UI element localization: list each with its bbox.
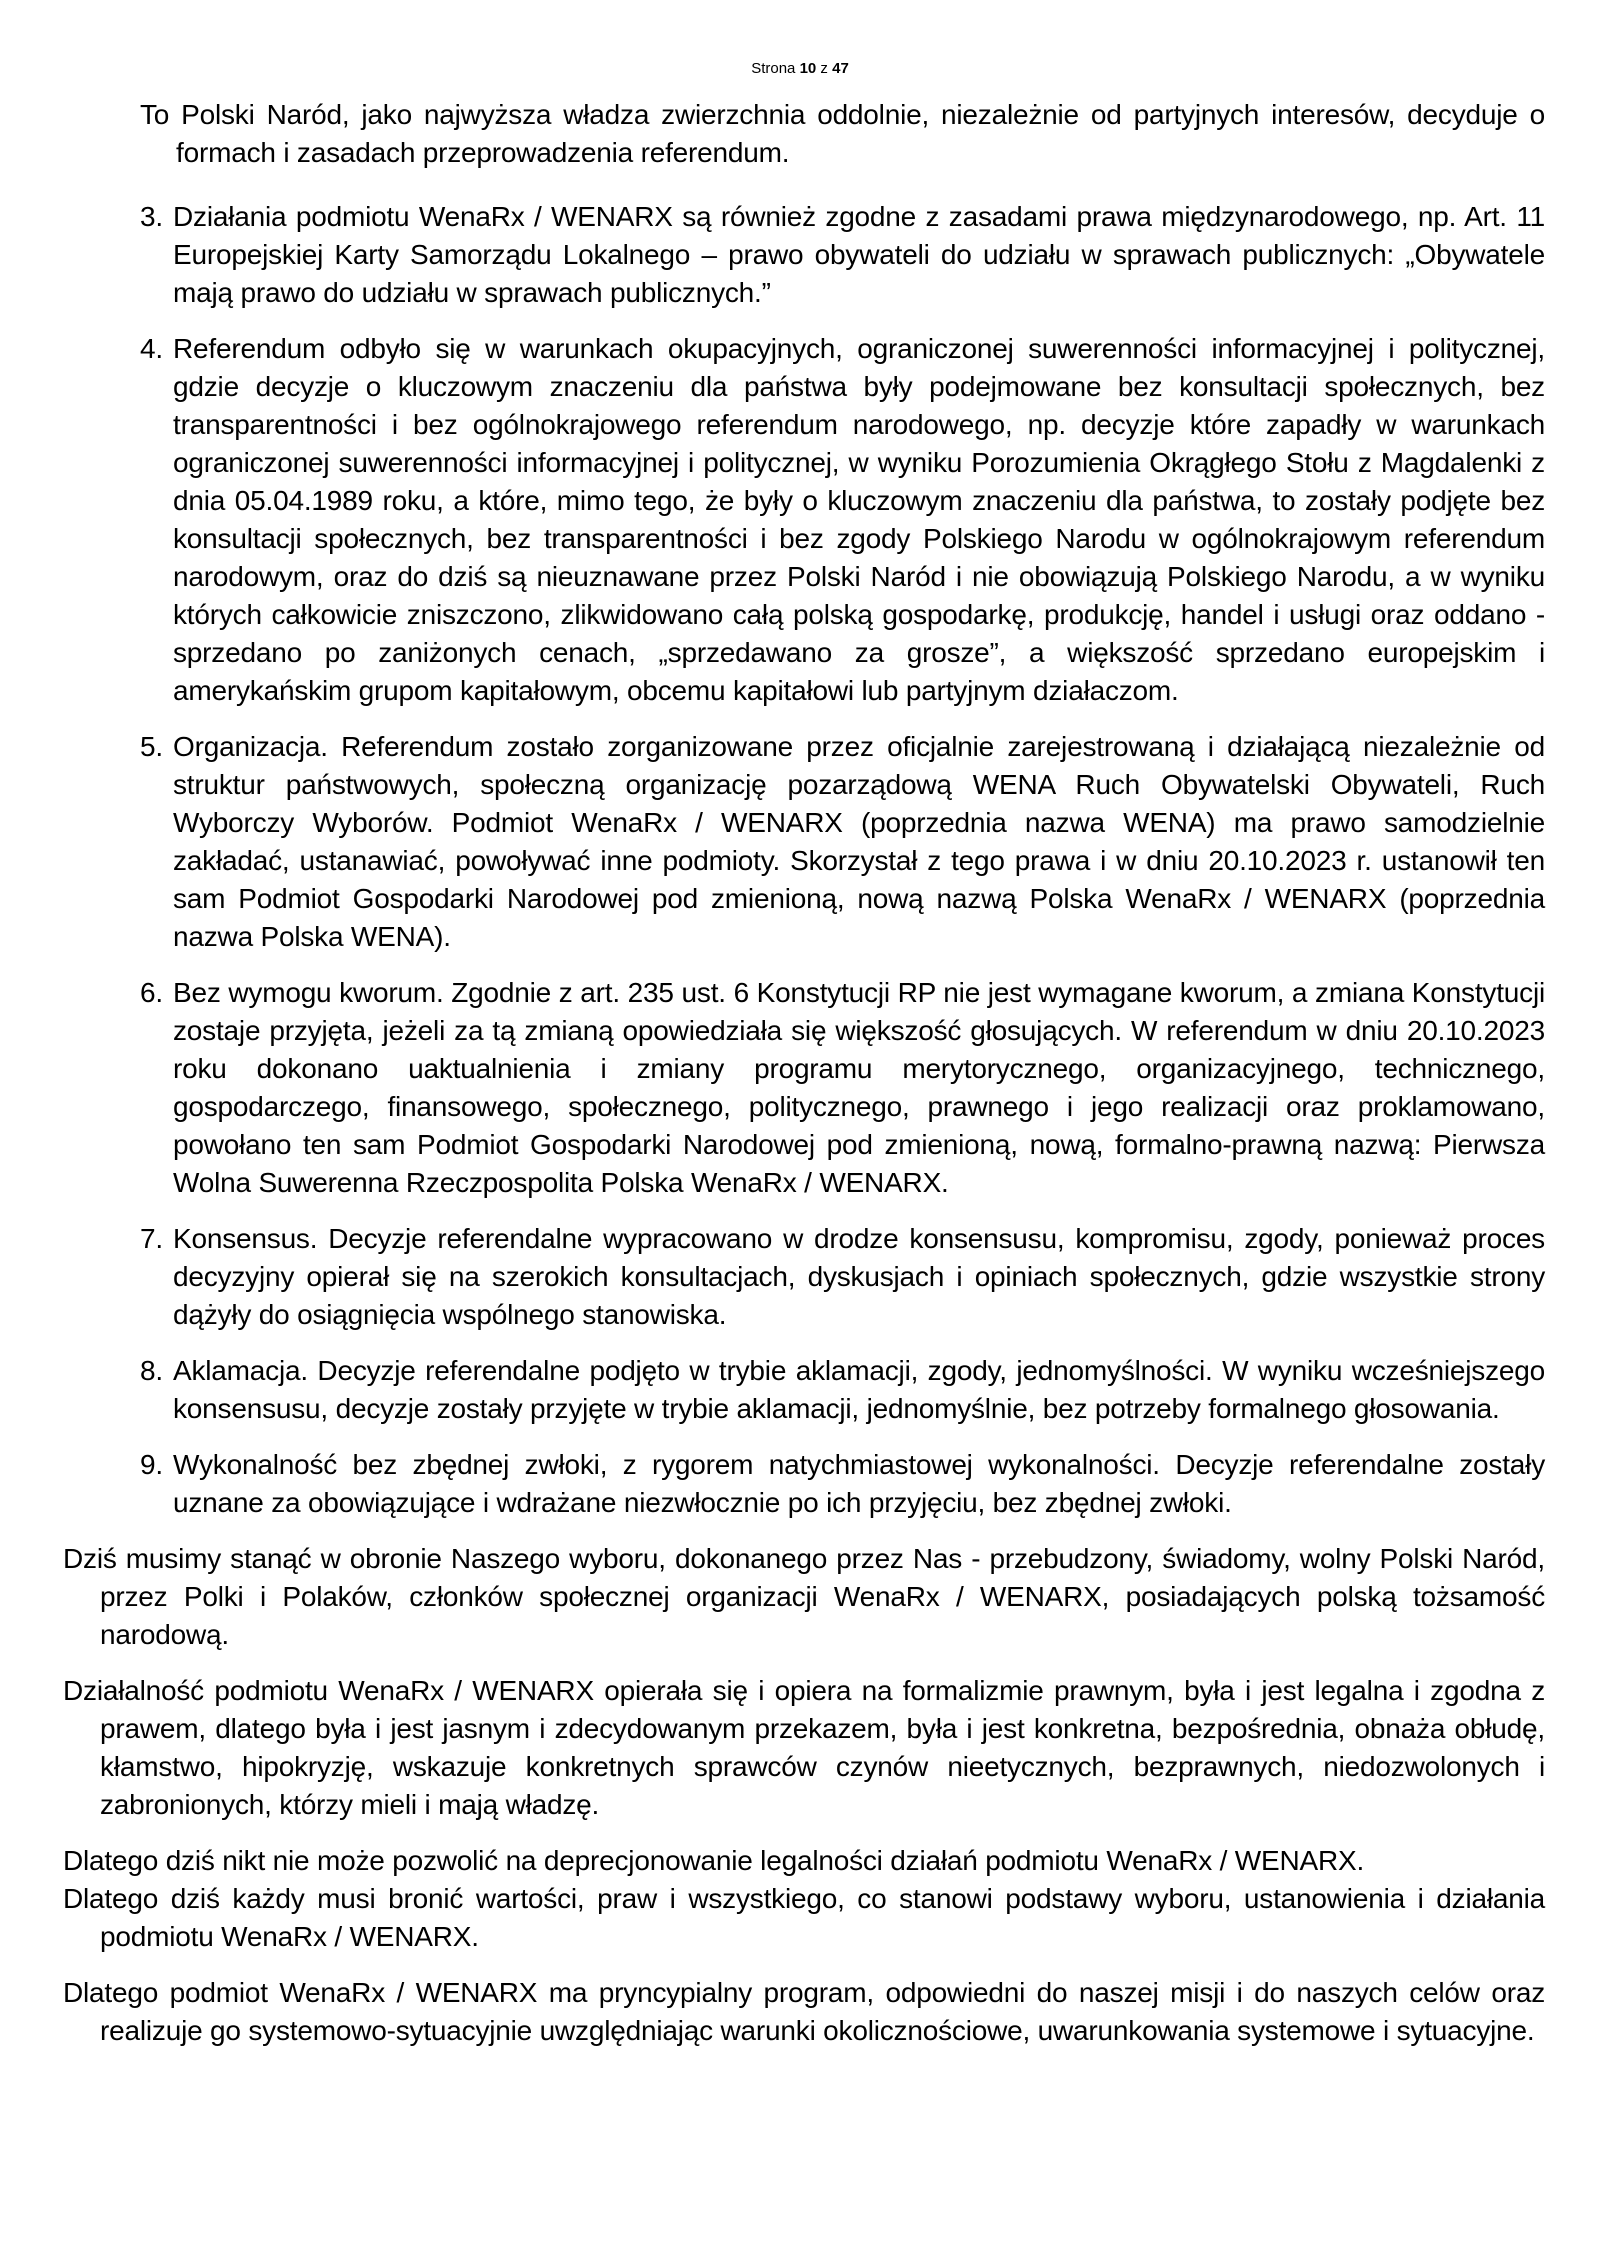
list-item-text: Aklamacja. Decyzje referendalne podjęto w trybie aklamacji, zgody, jednomyślności. W wyniku wcześniejszego konsensusu, decyzje zostały przyjęte w trybie aklamacji, jednomyślnie, bez potrzeby formalnego głosowania.	[173, 1355, 1545, 1424]
list-item-7	[63, 1220, 1545, 1334]
list-item-number: 4.	[140, 333, 163, 364]
intro-paragraph: To Polski Naród, jako najwyższa władza zwierzchnia oddolnie, niezależnie od partyjnych interesów, decyduje o formach i zasadach przeprowadzenia referendum.	[140, 99, 1545, 168]
paragraph-dzis-musimy: Dziś musimy stanąć w obronie Naszego wyboru, dokonanego przez Nas - przebudzony, świadomy, wolny Polski Naród, przez Polki i Polaków, członków społecznej organizacji WenaRx / WENARX, posiadających polską tożsamość narodową.	[63, 1543, 1545, 1650]
page-separator: z	[816, 60, 833, 77]
list-item-number: 3.	[140, 201, 163, 232]
page-number-header	[0, 60, 1600, 78]
list-item-text: Wykonalność bez zbędnej zwłoki, z rygorem natychmiastowej wykonalności. Decyzje referendalne zostały uznane za obowiązujące i wdrażane niezwłocznie po ich przyjęciu, bez zbędnej zwłoki.	[173, 1449, 1545, 1518]
list-item-6	[63, 974, 1545, 1202]
list-item-number: 9.	[140, 1449, 163, 1480]
list-item-text: Organizacja. Referendum zostało zorganizowane przez oficjalnie zarejestrowaną i działającą niezależnie od struktur państwowych, społeczną organizację pozarządową WENA Ruch Obywatelski Obywateli, Ruch Wyborczy Wyborów. Podmiot WenaRx / WENARX (poprzednia nazwa WENA) ma prawo samodzielnie zakładać, ustanawiać, powoływać inne podmioty. Skorzystał z tego prawa i w dniu 20.10.2023 r. ustanowił ten sam Podmiot Gospodarki Narodowej pod zmienioną, nową nazwą Polska WenaRx / WENARX (poprzednia nazwa Polska WENA).	[173, 731, 1545, 952]
document-body	[63, 96, 1545, 2050]
list-item-number: 8.	[140, 1355, 163, 1386]
list-item-text: Referendum odbyło się w warunkach okupacyjnych, ograniczonej suwerenności informacyjnej i politycznej, gdzie decyzje o kluczowym znaczeniu dla państwa były podejmowane bez konsultacji społecznych, bez transparentności i bez ogólnokrajowego referendum narodowego, np. decyzje które zapadły w warunkach ograniczonej suwerenności informacyjnej i politycznej, w wyniku Porozumienia Okrągłego Stołu z Magdalenki z dnia 05.04.1989 roku, a które, mimo tego, że były o kluczowym znaczeniu dla państwa, to zostały podjęte bez konsultacji społecznych, bez transparentności i bez zgody Polskiego Narodu w ogólnokrajowym referendum narodowym, oraz do dziś są nieuznawane przez Polski Naród i nie obowiązują Polskiego Narodu, a w wyniku których całkowicie zniszczono, zlikwidowano całą polską gospodarkę, produkcję, handel i usługi oraz oddano - sprzedano po zaniżonych cenach, „sprzedawano za grosze”, a większość sprzedano europejskim i amerykańskim grupom kapitałowym, obcemu kapitałowi lub partyjnym działaczom.	[173, 333, 1545, 706]
list-item-3	[63, 198, 1545, 312]
page-label: Strona	[751, 60, 800, 77]
paragraph-dzialalnosc: Działalność podmiotu WenaRx / WENARX opierała się i opiera na formalizmie prawnym, była i jest legalna i zgodna z prawem, dlatego była i jest jasnym i zdecydowanym przekazem, była i jest konkretna, bezpośrednia, obnaża obłudę, kłamstwo, hipokryzję, wskazuje konkretnych sprawców czynów nieetycznych, bezprawnych, niedozwolonych i zabronionych, którzy mieli i mają władzę.	[63, 1675, 1545, 1820]
paragraph-dlatego-nikt: Dlatego dziś nikt nie może pozwolić na deprecjonowanie legalności działań podmiotu WenaRx / WENARX.	[63, 1845, 1365, 1876]
paragraph-dlatego-kazdy: Dlatego dziś każdy musi bronić wartości, praw i wszystkiego, co stanowi podstawy wyboru, ustanowienia i działania podmiotu WenaRx / WENARX.	[63, 1883, 1545, 1952]
list-item-5	[63, 728, 1545, 956]
list-item-number: 7.	[140, 1223, 163, 1254]
list-item-text: Konsensus. Decyzje referendalne wypracowano w drodze konsensusu, kompromisu, zgody, ponieważ proces decyzyjny opierał się na szerokich konsultacjach, dyskusjach i opiniach społecznych, gdzie wszystkie strony dążyły do osiągnięcia wspólnego stanowiska.	[173, 1223, 1545, 1330]
list-item-4	[63, 330, 1545, 710]
list-item-8	[63, 1352, 1545, 1428]
list-item-text: Działania podmiotu WenaRx / WENARX są również zgodne z zasadami prawa międzynarodowego, np. Art. 11 Europejskiej Karty Samorządu Lokalnego – prawo obywateli do udziału w sprawach publicznych: „Obywatele mają prawo do udziału w sprawach publicznych.”	[173, 201, 1545, 308]
page-number: 10	[799, 60, 817, 77]
list-item-number: 6.	[140, 977, 163, 1008]
page-total: 47	[832, 60, 849, 77]
paragraph-dlatego-podmiot: Dlatego podmiot WenaRx / WENARX ma pryncypialny program, odpowiedni do naszej misji i do naszych celów oraz realizuje go systemowo-sytuacyjnie uwzględniając warunki okolicznościowe, uwarunkowania systemowe i sytuacyjne.	[63, 1977, 1545, 2046]
list-item-number: 5.	[140, 731, 163, 762]
list-item-text: Bez wymogu kworum. Zgodnie z art. 235 ust. 6 Konstytucji RP nie jest wymagane kworum, a zmiana Konstytucji zostaje przyjęta, jeżeli za tą zmianą opowiedziała się większość głosujących. W referendum w dniu 20.10.2023 roku dokonano uaktualnienia i zmiany programu merytorycznego, organizacyjnego, technicznego, gospodarczego, finansowego, społecznego, politycznego, prawnego i jego realizacji oraz proklamowano, powołano ten sam Podmiot Gospodarki Narodowej pod zmienioną, nową, formalno-prawną nazwą: Pierwsza Wolna Suwerenna Rzeczpospolita Polska WenaRx / WENARX.	[173, 977, 1545, 1198]
list-item-9	[63, 1446, 1545, 1522]
